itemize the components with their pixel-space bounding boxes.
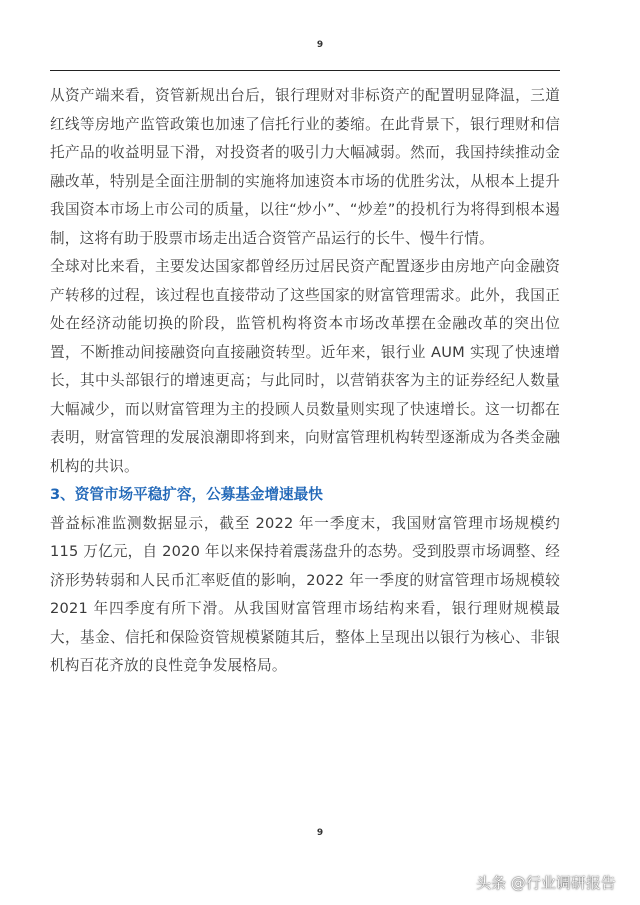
watermark-logo: 头条 @行业调研报告 <box>476 874 616 892</box>
paragraph-global-comparison: 全球对比来看，主要发达国家都曾经历过居民资产配置逐步由房地产向金融资产转移的过程，该过程也直接带动了这些国家的财富管理需求。此外，我国正处在经济动能切换的阶段，监管机构将资本市场改革摆在金融改革的突出位置，不断推动间接融资向直接融资转型。近年来，银行业 AUM 实现了快速增长，其中头部银行的增速更高；与此同时，以营销获客为主的证券经纪人数量大幅减少，而以财富管理为主的投顾人员数量则实现了快速增长。这一切都在表明，财富管理的发展浪潮即将到来，向财富管理机构转型逐渐成为各类金融机构的共识。 <box>50 258 560 475</box>
header-rule <box>50 70 560 71</box>
paragraph-market-size: 普益标准监测数据显示，截至 2022 年一季度末，我国财富管理市场规模约 115 万亿元，自 2020 年以来保持着震荡盘升的态势。受到股票市场调整、经济形势转弱和人民币汇率贬值的影响，2022 年一季度的财富管理市场规模较 2021 年四季度有所下滑。从我国财富管理市场结构来看，银行理财规模最大，基金、信托和保险资管规模紧随其后，整体上呈现出以银行为核心、非银机构百花齐放的良性竞争发展格局。 <box>50 514 560 674</box>
document-body <box>50 82 560 681</box>
paragraph-asset-side: 从资产端来看，资管新规出台后，银行理财对非标资产的配置明显降温，三道红线等房地产监管政策也加速了信托行业的萎缩。在此背景下，银行理财和信托产品的收益明显下滑，对投资者的吸引力大幅减弱。然而，我国持续推动金融改革，特别是全面注册制的实施将加速资本市场的优胜劣汰，从根本上提升我国资本市场上市公司的质量，以往“炒小”、“炒差”的投机行为将得到根本遏制，这将有助于股票市场走出适合资管产品运行的长牛、慢牛行情。 <box>50 87 560 247</box>
page-number-bottom: 9 <box>316 828 324 838</box>
section-heading: 3、资管市场平稳扩容，公募基金增速最快 <box>50 486 323 503</box>
page-number-top: 9 <box>316 40 324 50</box>
